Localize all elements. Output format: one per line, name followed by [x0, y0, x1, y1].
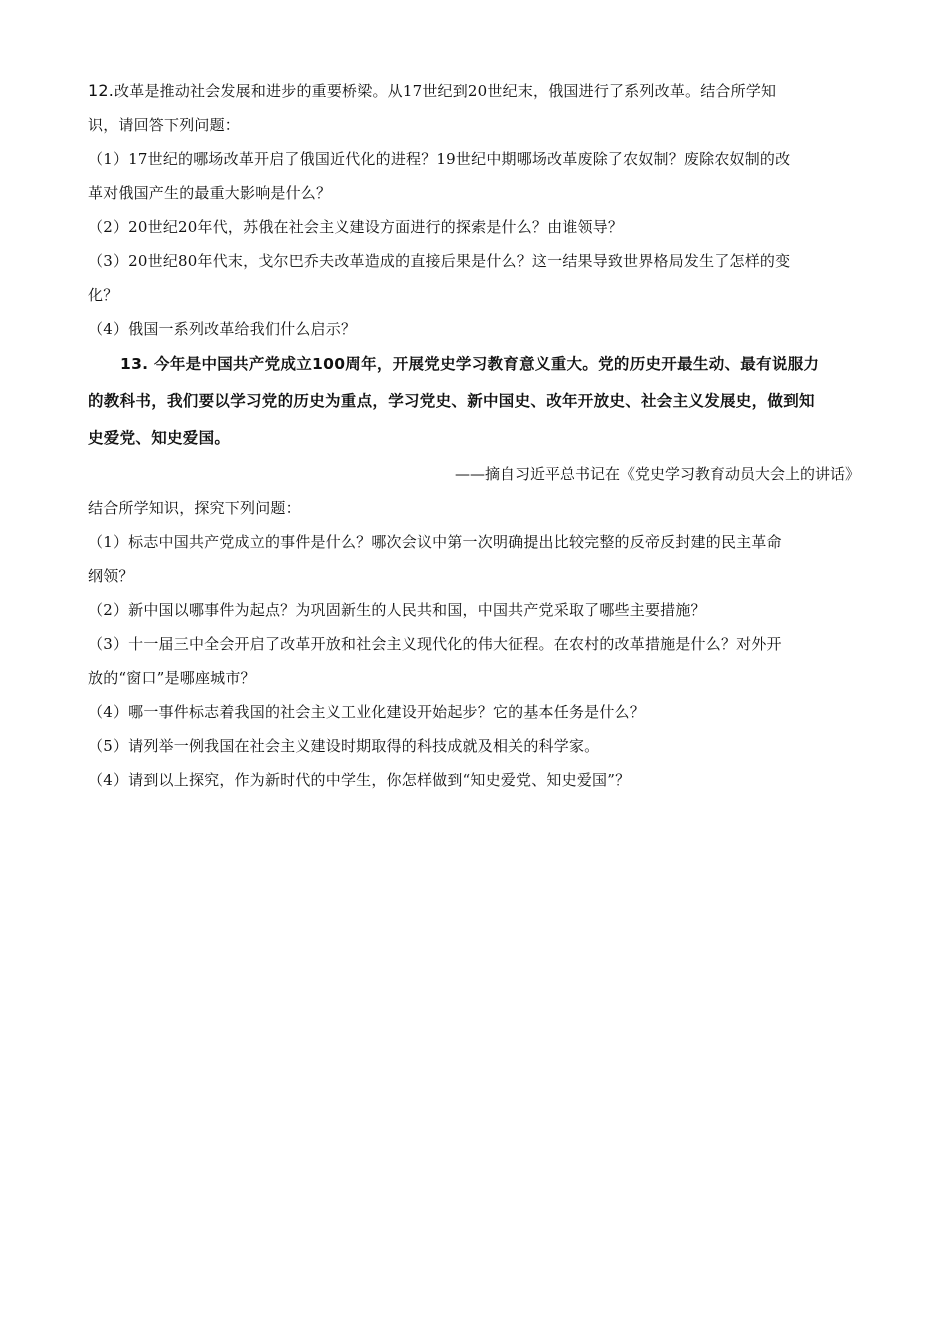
q13-sub1-line2: 纲领？	[88, 567, 134, 585]
q12-number: 12.	[88, 81, 115, 100]
q13-prompt: 结合所学知识，探究下列问题：	[88, 499, 301, 517]
q12-sub3-line1: （3）20世纪80年代末，戈尔巴乔夫改革造成的直接后果是什么？这一结果导致世界格局发生了怎样的变	[88, 252, 791, 270]
q13-sub1-line1: （1）标志中国共产党成立的事件是什么？哪次会议中第一次明确提出比较完整的反帝反封建的民主革命	[88, 533, 782, 551]
q13-sub4: （4）哪一事件标志着我国的社会主义工业化建设开始起步？它的基本任务是什么？	[88, 703, 645, 721]
q12-sub1-line1: （1）17世纪的哪场改革开启了俄国近代化的进程？19世纪中期哪场改革废除了农奴制？废除农奴制的改	[88, 150, 791, 168]
q13-sub2: （2）新中国以哪事件为起点？为巩固新生的人民共和国，中国共产党采取了哪些主要措施？	[88, 601, 706, 619]
q12-sub3-line2: 化？	[88, 286, 119, 304]
q13-quote-line1: 13. 今年是中国共产党成立100周年，开展党史学习教育意义重大。党的历史开最生动、最有说服力	[120, 355, 820, 373]
q12-sub1-line2: 革对俄国产生的最重大影响是什么？	[88, 184, 332, 202]
q13-source: ——摘自习近平总书记在《党史学习教育动员大会上的讲话》	[454, 465, 860, 483]
q13-quote	[88, 346, 860, 457]
q13-sub5: （5）请列举一例我国在社会主义建设时期取得的科技成就及相关的科学家。	[88, 737, 600, 755]
question-13	[88, 346, 860, 797]
q12-intro-line2: 识，请回答下列问题：	[88, 116, 241, 134]
q13-quote-line3: 史爱党、知史爱国。	[88, 429, 231, 447]
q13-quote-line2: 的教科书，我们要以学习党的历史为重点，学习党史、新中国史、改年开放史、社会主义发展史，做到知	[88, 392, 815, 410]
q12-sub2: （2）20世纪20年代，苏俄在社会主义建设方面进行的探索是什么？由谁领导？	[88, 218, 624, 236]
question-12	[88, 74, 860, 346]
document-page	[88, 74, 860, 797]
q13-sub3-line2: 放的“窗口”是哪座城市？	[88, 669, 256, 687]
q12-sub4: （4）俄国一系列改革给我们什么启示？	[88, 320, 357, 338]
q12-intro-line1	[88, 74, 860, 108]
q13-sub3-line1: （3）十一届三中全会开启了改革开放和社会主义现代化的伟大征程。在农村的改革措施是什么？对外开	[88, 635, 782, 653]
q13-sub6: （4）请到以上探究，作为新时代的中学生，你怎样做到“知史爱党、知史爱国”？	[88, 771, 631, 789]
q12-intro-text: 改革是推动社会发展和进步的重要桥梁。从17世纪到20世纪末，俄国进行了系列改革。结合所学知	[114, 82, 777, 100]
